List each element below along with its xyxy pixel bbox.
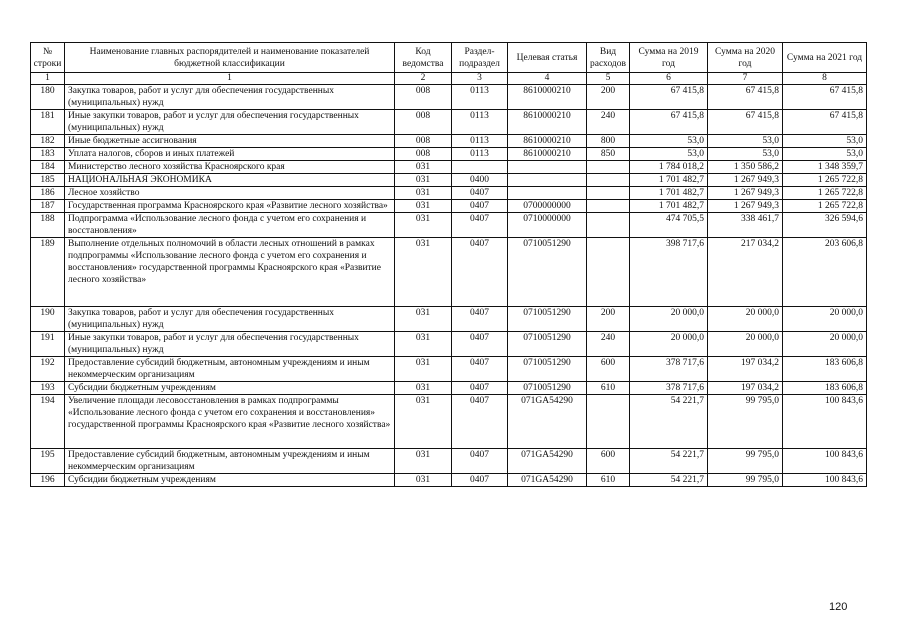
header-sum-2021: Сумма на 2021 год — [783, 43, 867, 73]
sum-2021-cell: 1 265 722,8 — [783, 174, 867, 187]
sum-2021-cell: 1 265 722,8 — [783, 200, 867, 213]
sum-2020-cell: 53,0 — [708, 148, 783, 161]
expense-type-cell: 240 — [587, 332, 630, 357]
section-cell: 0407 — [452, 238, 508, 307]
header-section: Раздел-подраздел — [452, 43, 508, 73]
target-article-cell: 0710051290 — [508, 238, 587, 307]
section-cell: 0407 — [452, 213, 508, 238]
dept-code-cell: 031 — [395, 200, 452, 213]
header-dept-code: Код ведомства — [395, 43, 452, 73]
column-number: 1 — [65, 73, 395, 85]
dept-code-cell: 031 — [395, 161, 452, 174]
table-row — [31, 238, 867, 307]
sum-2019-cell: 53,0 — [630, 135, 708, 148]
row-name-cell: Лесное хозяйство — [65, 187, 395, 200]
row-name-cell: Министерство лесного хозяйства Красноярского края — [65, 161, 395, 174]
dept-code-cell: 031 — [395, 395, 452, 449]
dept-code-cell: 031 — [395, 187, 452, 200]
sum-2019-cell: 378 717,6 — [630, 382, 708, 395]
row-number-cell: 189 — [31, 238, 65, 307]
column-number: 2 — [395, 73, 452, 85]
dept-code-cell: 008 — [395, 85, 452, 110]
sum-2021-cell: 53,0 — [783, 148, 867, 161]
header-sum-2020: Сумма на 2020 год — [708, 43, 783, 73]
row-name-cell: Выполнение отдельных полномочий в области лесных отношений в рамках подпрограммы «Использование лесного фонда с учетом его сохранения и восстановления» государственной программы Красноярского края «Развитие лесного хозяйства» — [65, 238, 395, 307]
page-number: 120 — [829, 601, 848, 613]
row-number-cell: 180 — [31, 85, 65, 110]
section-cell: 0113 — [452, 148, 508, 161]
document-page — [30, 42, 867, 487]
sum-2019-cell: 67 415,8 — [630, 85, 708, 110]
target-article-cell: 0710051290 — [508, 382, 587, 395]
target-article-cell: 071GA54290 — [508, 395, 587, 449]
section-cell: 0113 — [452, 110, 508, 135]
sum-2021-cell: 53,0 — [783, 135, 867, 148]
row-name-cell: Увеличение площади лесовосстановления в рамках подпрограммы «Использование лесного фонда с учетом его сохранения и восстановления» государственной программы Красноярского края «Развитие лесного хозяйства» — [65, 395, 395, 449]
expense-type-cell: 200 — [587, 307, 630, 332]
sum-2020-cell: 217 034,2 — [708, 238, 783, 307]
dept-code-cell: 031 — [395, 357, 452, 382]
table-row — [31, 474, 867, 487]
sum-2020-cell: 67 415,8 — [708, 110, 783, 135]
dept-code-cell: 008 — [395, 110, 452, 135]
row-name-cell: Подпрограмма «Использование лесного фонда с учетом его сохранения и восстановления» — [65, 213, 395, 238]
sum-2021-cell: 67 415,8 — [783, 85, 867, 110]
column-number-row — [31, 73, 867, 85]
dept-code-cell: 008 — [395, 148, 452, 161]
row-name-cell: Иные закупки товаров, работ и услуг для обеспечения государственных (муниципальных) нужд — [65, 110, 395, 135]
sum-2019-cell: 20 000,0 — [630, 307, 708, 332]
row-number-cell: 182 — [31, 135, 65, 148]
expense-type-cell — [587, 200, 630, 213]
sum-2020-cell: 1 350 586,2 — [708, 161, 783, 174]
expense-type-cell — [587, 174, 630, 187]
row-number-cell: 196 — [31, 474, 65, 487]
column-number: 5 — [587, 73, 630, 85]
row-number-cell: 190 — [31, 307, 65, 332]
row-number-cell: 187 — [31, 200, 65, 213]
table-row — [31, 161, 867, 174]
table-row — [31, 395, 867, 449]
row-number-cell: 186 — [31, 187, 65, 200]
section-cell: 0407 — [452, 200, 508, 213]
sum-2021-cell: 183 606,8 — [783, 382, 867, 395]
target-article-cell — [508, 187, 587, 200]
section-cell: 0113 — [452, 85, 508, 110]
sum-2019-cell: 474 705,5 — [630, 213, 708, 238]
sum-2020-cell: 99 795,0 — [708, 474, 783, 487]
sum-2021-cell: 20 000,0 — [783, 307, 867, 332]
sum-2020-cell: 53,0 — [708, 135, 783, 148]
target-article-cell: 8610000210 — [508, 85, 587, 110]
expense-type-cell — [587, 161, 630, 174]
section-cell: 0407 — [452, 332, 508, 357]
row-name-cell: Предоставление субсидий бюджетным, автономным учреждениям и иным некоммерческим организациям — [65, 357, 395, 382]
sum-2021-cell: 100 843,6 — [783, 449, 867, 474]
row-number-cell: 188 — [31, 213, 65, 238]
target-article-cell: 0710051290 — [508, 307, 587, 332]
row-name-cell: Субсидии бюджетным учреждениям — [65, 474, 395, 487]
table-row — [31, 85, 867, 110]
sum-2019-cell: 1 701 482,7 — [630, 174, 708, 187]
table-row — [31, 213, 867, 238]
row-number-cell: 195 — [31, 449, 65, 474]
sum-2019-cell: 67 415,8 — [630, 110, 708, 135]
target-article-cell: 0700000000 — [508, 200, 587, 213]
target-article-cell: 8610000210 — [508, 135, 587, 148]
section-cell — [452, 161, 508, 174]
target-article-cell: 0710000000 — [508, 213, 587, 238]
row-name-cell: Государственная программа Красноярского края «Развитие лесного хозяйства» — [65, 200, 395, 213]
dept-code-cell: 031 — [395, 238, 452, 307]
section-cell: 0400 — [452, 174, 508, 187]
target-article-cell: 8610000210 — [508, 148, 587, 161]
sum-2019-cell: 53,0 — [630, 148, 708, 161]
section-cell: 0407 — [452, 357, 508, 382]
dept-code-cell: 031 — [395, 213, 452, 238]
row-name-cell: Субсидии бюджетным учреждениям — [65, 382, 395, 395]
dept-code-cell: 031 — [395, 307, 452, 332]
sum-2019-cell: 20 000,0 — [630, 332, 708, 357]
sum-2019-cell: 1 701 482,7 — [630, 200, 708, 213]
target-article-cell — [508, 174, 587, 187]
header-sum-2019: Сумма на 2019 год — [630, 43, 708, 73]
dept-code-cell: 031 — [395, 474, 452, 487]
sum-2020-cell: 20 000,0 — [708, 307, 783, 332]
sum-2020-cell: 67 415,8 — [708, 85, 783, 110]
sum-2021-cell: 203 606,8 — [783, 238, 867, 307]
table-row — [31, 382, 867, 395]
target-article-cell — [508, 161, 587, 174]
budget-table — [30, 42, 867, 487]
row-number-cell: 193 — [31, 382, 65, 395]
sum-2020-cell: 197 034,2 — [708, 357, 783, 382]
table-row — [31, 449, 867, 474]
table-row — [31, 200, 867, 213]
column-number: 3 — [452, 73, 508, 85]
sum-2020-cell: 1 267 949,3 — [708, 200, 783, 213]
table-row — [31, 135, 867, 148]
sum-2021-cell: 183 606,8 — [783, 357, 867, 382]
sum-2020-cell: 1 267 949,3 — [708, 187, 783, 200]
table-row — [31, 332, 867, 357]
sum-2019-cell: 54 221,7 — [630, 449, 708, 474]
expense-type-cell: 600 — [587, 357, 630, 382]
expense-type-cell — [587, 395, 630, 449]
header-expense-type: Вид расходов — [587, 43, 630, 73]
expense-type-cell — [587, 213, 630, 238]
row-name-cell: Предоставление субсидий бюджетным, автономным учреждениям и иным некоммерческим организациям — [65, 449, 395, 474]
table-row — [31, 110, 867, 135]
table-row — [31, 187, 867, 200]
header-name: Наименование главных распорядителей и наименование показателей бюджетной классификации — [65, 43, 395, 73]
section-cell: 0407 — [452, 307, 508, 332]
row-number-cell: 191 — [31, 332, 65, 357]
expense-type-cell: 800 — [587, 135, 630, 148]
section-cell: 0407 — [452, 395, 508, 449]
sum-2019-cell: 378 717,6 — [630, 357, 708, 382]
row-number-cell: 184 — [31, 161, 65, 174]
sum-2021-cell: 100 843,6 — [783, 395, 867, 449]
dept-code-cell: 031 — [395, 174, 452, 187]
sum-2021-cell: 1 265 722,8 — [783, 187, 867, 200]
table-row — [31, 174, 867, 187]
table-row — [31, 307, 867, 332]
expense-type-cell — [587, 187, 630, 200]
column-number: 4 — [508, 73, 587, 85]
row-name-cell: Иные закупки товаров, работ и услуг для обеспечения государственных (муниципальных) нужд — [65, 332, 395, 357]
sum-2020-cell: 99 795,0 — [708, 395, 783, 449]
expense-type-cell: 200 — [587, 85, 630, 110]
row-number-cell: 181 — [31, 110, 65, 135]
sum-2019-cell: 398 717,6 — [630, 238, 708, 307]
row-number-cell: 185 — [31, 174, 65, 187]
sum-2020-cell: 20 000,0 — [708, 332, 783, 357]
row-number-cell: 183 — [31, 148, 65, 161]
row-number-cell: 192 — [31, 357, 65, 382]
dept-code-cell: 031 — [395, 382, 452, 395]
sum-2021-cell: 1 348 359,7 — [783, 161, 867, 174]
section-cell: 0407 — [452, 449, 508, 474]
sum-2019-cell: 1 784 018,2 — [630, 161, 708, 174]
expense-type-cell: 610 — [587, 382, 630, 395]
dept-code-cell: 031 — [395, 332, 452, 357]
table-row — [31, 357, 867, 382]
sum-2019-cell: 54 221,7 — [630, 395, 708, 449]
dept-code-cell: 031 — [395, 449, 452, 474]
column-number: 1 — [31, 73, 65, 85]
target-article-cell: 071GA54290 — [508, 474, 587, 487]
sum-2019-cell: 54 221,7 — [630, 474, 708, 487]
expense-type-cell: 850 — [587, 148, 630, 161]
sum-2020-cell: 338 461,7 — [708, 213, 783, 238]
target-article-cell: 8610000210 — [508, 110, 587, 135]
section-cell: 0113 — [452, 135, 508, 148]
target-article-cell: 071GA54290 — [508, 449, 587, 474]
header-row-no: № строки — [31, 43, 65, 73]
row-name-cell: Закупка товаров, работ и услуг для обеспечения государственных (муниципальных) нужд — [65, 85, 395, 110]
column-number: 6 — [630, 73, 708, 85]
row-name-cell: НАЦИОНАЛЬНАЯ ЭКОНОМИКА — [65, 174, 395, 187]
column-number: 7 — [708, 73, 783, 85]
sum-2020-cell: 197 034,2 — [708, 382, 783, 395]
header-target: Целевая статья — [508, 43, 587, 73]
row-name-cell: Закупка товаров, работ и услуг для обеспечения государственных (муниципальных) нужд — [65, 307, 395, 332]
target-article-cell: 0710051290 — [508, 332, 587, 357]
table-header-row — [31, 43, 867, 73]
sum-2019-cell: 1 701 482,7 — [630, 187, 708, 200]
dept-code-cell: 008 — [395, 135, 452, 148]
expense-type-cell: 240 — [587, 110, 630, 135]
table-body — [31, 85, 867, 487]
table-row — [31, 148, 867, 161]
row-name-cell: Уплата налогов, сборов и иных платежей — [65, 148, 395, 161]
expense-type-cell: 610 — [587, 474, 630, 487]
section-cell: 0407 — [452, 474, 508, 487]
target-article-cell: 0710051290 — [508, 357, 587, 382]
expense-type-cell: 600 — [587, 449, 630, 474]
row-number-cell: 194 — [31, 395, 65, 449]
sum-2021-cell: 100 843,6 — [783, 474, 867, 487]
sum-2020-cell: 99 795,0 — [708, 449, 783, 474]
section-cell: 0407 — [452, 187, 508, 200]
section-cell: 0407 — [452, 382, 508, 395]
column-number: 8 — [783, 73, 867, 85]
sum-2020-cell: 1 267 949,3 — [708, 174, 783, 187]
row-name-cell: Иные бюджетные ассигнования — [65, 135, 395, 148]
sum-2021-cell: 20 000,0 — [783, 332, 867, 357]
sum-2021-cell: 326 594,6 — [783, 213, 867, 238]
expense-type-cell — [587, 238, 630, 307]
sum-2021-cell: 67 415,8 — [783, 110, 867, 135]
